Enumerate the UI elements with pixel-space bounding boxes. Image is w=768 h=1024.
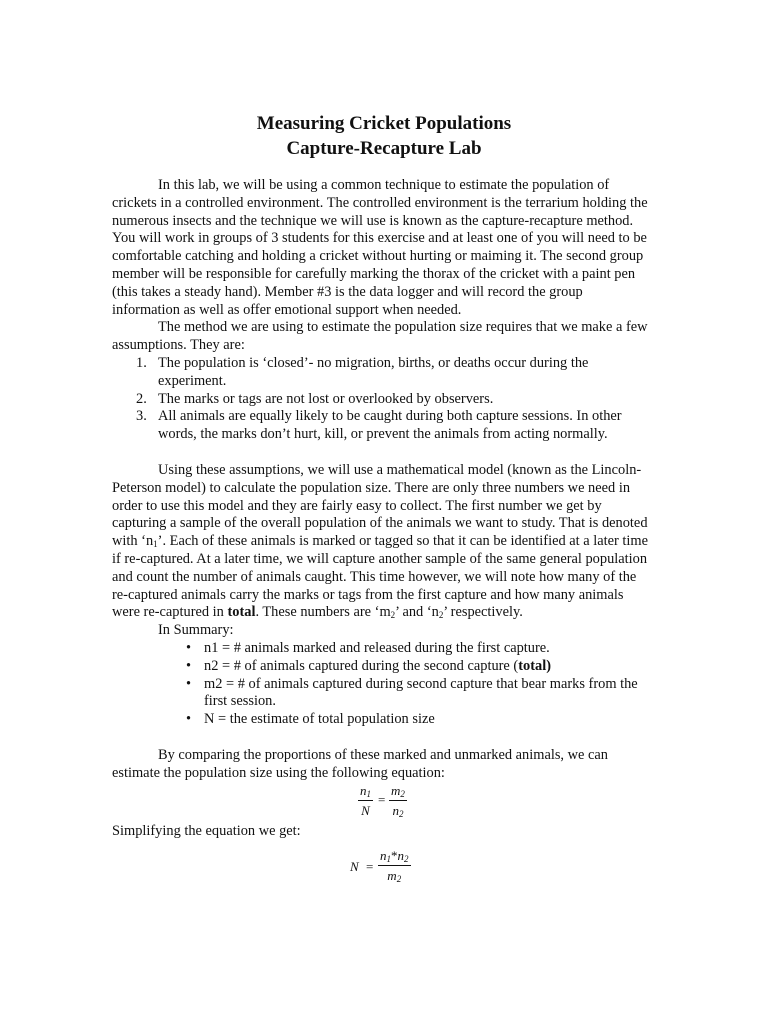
fraction-bar — [358, 800, 373, 801]
summary-item — [112, 711, 652, 729]
assumption-text: The marks or tags are not lost or overlooked by observers. — [158, 390, 494, 407]
total-emphasis: total — [227, 604, 256, 621]
bullet-icon: • — [186, 657, 192, 674]
summary-text: N = the estimate of total population size — [204, 711, 435, 728]
equation-fraction: $n_1*n_2$ $m_2$ — [380, 848, 409, 885]
assumption-number: 2. — [136, 390, 147, 407]
simplify-paragraph: Simplifying the equation we get: — [112, 822, 301, 839]
bullet-icon: • — [186, 675, 192, 692]
intro-paragraph: In this lab, we will be using a common technique to estimate the population of crickets in a controlled environment. The controlled environment is the terrarium holding the numerous insects and the technique we will use is known as the capture-recapture method. You will work in groups of 3 students for this exercise and at least one of you will need to be comfortable catching and holding a cricket without hurting or maiming it. The second group member will be responsible for carefully marking the thorax of the cricket with a paint pen (this takes a steady hand). Member #3 is the data logger and will record the group information as well as offer emotional support when needed. — [112, 177, 648, 318]
summary-label: In Summary: — [158, 622, 234, 639]
assumptions-list — [112, 355, 652, 444]
title-block — [0, 111, 768, 161]
summary-text: n1 = # animals marked and released during the first capture. — [204, 639, 550, 656]
summary-text: m2 = # of animals captured during second capture that bear marks from the first session. — [204, 675, 638, 710]
assumptions-intro-paragraph: The method we are using to estimate the population size requires that we make a few assumptions. They are: — [112, 319, 648, 354]
assumption-item — [112, 355, 652, 391]
fraction-bar — [378, 865, 411, 866]
summary-item — [112, 640, 652, 658]
document-title: Measuring Cricket Populations — [256, 113, 512, 134]
summary-list — [112, 640, 652, 729]
document-body — [112, 177, 652, 888]
summary-item — [112, 676, 652, 712]
assumption-text: The population is ‘closed’- no migration, births, or deaths occur during the experiment. — [158, 354, 589, 389]
summary-item — [112, 658, 652, 676]
assumption-item — [112, 408, 652, 444]
assumption-text: All animals are equally likely to be caught during both capture sessions. In other words, the marks don’t hurt, kill, or prevent the animals from acting normally. — [158, 408, 622, 443]
model-paragraph: Using these assumptions, we will use a mathematical model (known as the Lincoln-Peterson model) to calculate the population size. There are only three numbers we need in order to use this model and they are fairly easy to collect. The first number we get by capturing a sample of the overall population of the animals we want to study. That is denoted with ‘$n_1$’. Each of these animals is marked or tagged so that it can be identified at a later time if re-captured. At a later time, we will capture another sample of the same general population and count the number of animals caught. This time however, we will note how many of the re-captured animals carry the marks or tags from the first capture and how many animals were re-captured in total. These numbers are ‘$m_2$’ and ‘$n_2$’ respectively. — [112, 461, 648, 621]
assumption-number: 3. — [136, 408, 147, 425]
assumption-number: 1. — [136, 354, 147, 371]
bullet-icon: • — [186, 711, 192, 728]
equation-rhs-fraction: $m_2$ $n_2$ — [391, 782, 405, 819]
equals-sign: = — [378, 791, 386, 807]
comparison-paragraph: By comparing the proportions of these marked and unmarked animals, we can estimate the population size using the following equation: — [112, 746, 608, 781]
assumption-item — [112, 391, 652, 409]
document-subtitle: Capture-Recapture Lab — [286, 138, 482, 159]
population-equation: N = $n_1*n_2$ $m_2$ — [350, 848, 409, 885]
equals-sign: = — [366, 859, 374, 875]
summary-bold: total) — [518, 657, 551, 674]
proportion-equation — [112, 783, 652, 823]
fraction-bar — [389, 800, 407, 801]
equation-lhs-fraction: $n_1$ N — [360, 782, 371, 818]
bullet-icon: • — [186, 639, 192, 656]
summary-text: n2 = # of animals captured during the second capture ( — [204, 657, 519, 674]
